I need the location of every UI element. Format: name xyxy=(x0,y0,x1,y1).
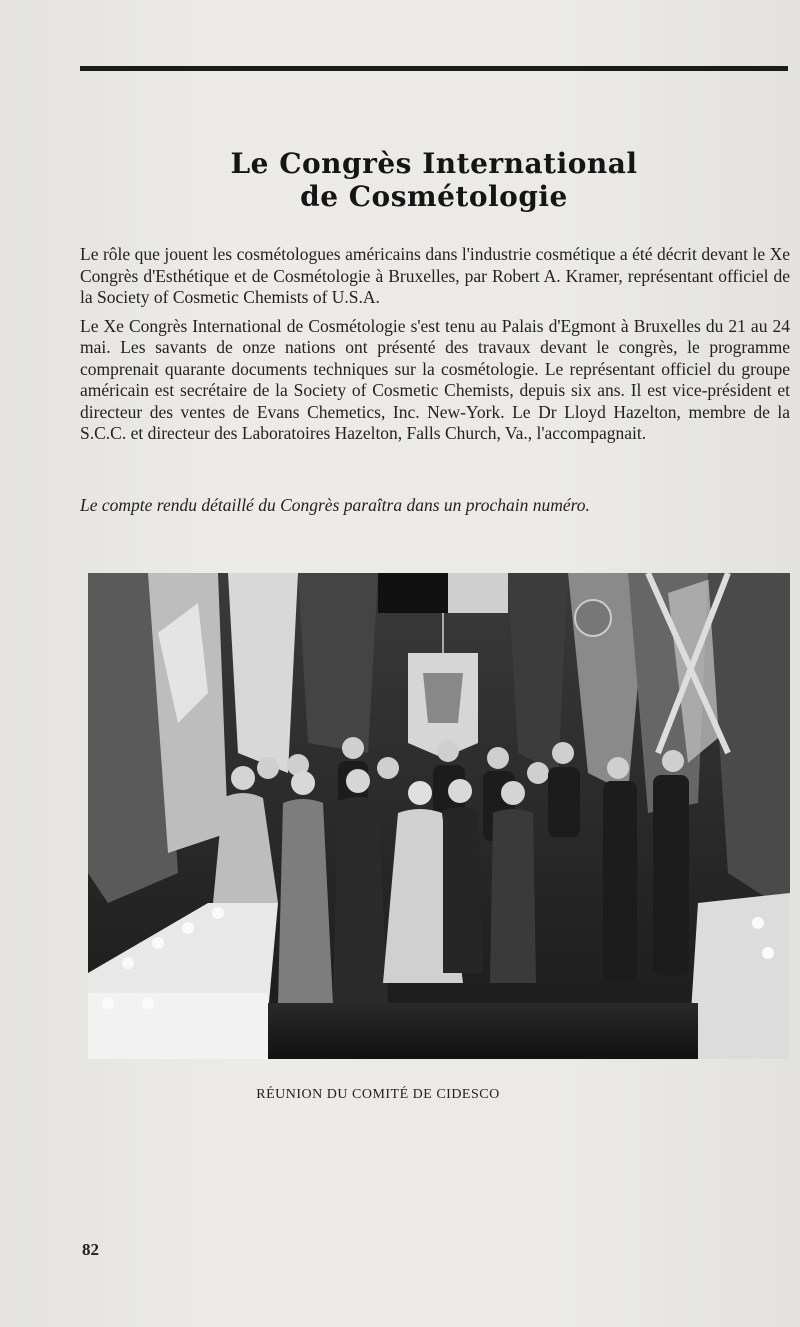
group-photo xyxy=(88,573,790,1059)
title-line-1: Le Congrès International xyxy=(230,147,638,180)
title-line-2: de Cosmétologie xyxy=(300,180,568,213)
page-number: 82 xyxy=(82,1240,99,1259)
paragraph-2: Le Xe Congrès International de Cosmétologie s'est tenu au Palais d'Egmont à Bruxelles du 21 au 24 mai. Les savants de onze nations ont présenté des travaux devant le congrès, le programme comprenait quarante documents techniques sur la cosmétologie. Le représentant officiel du groupe américain est secrétaire de la Society of Cosmetic Chemists, depuis six ans. Il est vice-président et directeur des ventes de Evans Chemetics, Inc. New-York. Le Dr Lloyd Hazelton, membre de la S.C.C. et directeur des Laboratoires Hazelton, Falls Church, Va., l'accompagnait. xyxy=(80,315,790,443)
article-title xyxy=(80,147,788,213)
article-body xyxy=(80,244,790,452)
paragraph-1: Le rôle que jouent les cosmétologues américains dans l'industrie cosmétique a été décrit devant le Xe Congrès d'Esthétique et de Cosmétologie à Bruxelles, par Robert A. Kramer, représentant officiel de la Society of Cosmetic Chemists of U.S.A. xyxy=(80,244,790,307)
article-note: Le compte rendu détaillé du Congrès paraîtra dans un prochain numéro. xyxy=(80,495,590,515)
header-rule xyxy=(80,66,788,71)
photo-caption: RÉUNION DU COMITÉ DE CIDESCO xyxy=(256,1087,500,1102)
photo-illustration xyxy=(88,573,790,1059)
